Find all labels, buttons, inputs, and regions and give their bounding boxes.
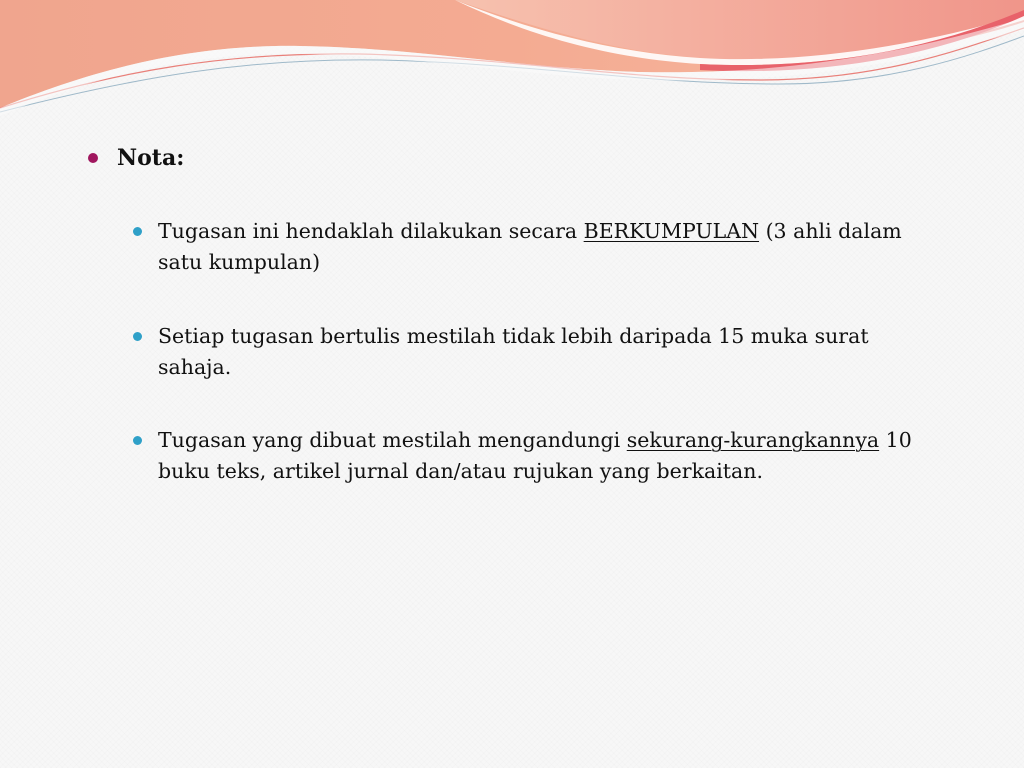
bullet-dot-icon (133, 436, 142, 445)
list-item (133, 425, 933, 487)
underlined-emphasis: BERKUMPULAN (583, 219, 760, 243)
bullet-dot-icon (133, 332, 142, 341)
underlined-emphasis: sekurang-kurangkannya (626, 428, 880, 452)
bullet-dot-icon (133, 227, 142, 236)
list-item (133, 321, 933, 383)
list-item-text: Tugasan yang dibuat mestilah mengandungi sekurang-kurangkannya 10 buku teks, artikel jurnal dan/atau rujukan yang berkaitan. (158, 428, 912, 483)
list-item (133, 216, 933, 278)
heading-nota: Nota: (117, 145, 185, 171)
heading-bullet-item (88, 143, 184, 173)
list-item-text: Tugasan ini hendaklah dilakukan secara BERKUMPULAN (3 ahli dalam satu kumpulan) (158, 219, 902, 274)
bullet-dot-icon (88, 153, 98, 163)
list-item-text: Setiap tugasan bertulis mestilah tidak lebih daripada 15 muka surat sahaja. (158, 324, 869, 379)
